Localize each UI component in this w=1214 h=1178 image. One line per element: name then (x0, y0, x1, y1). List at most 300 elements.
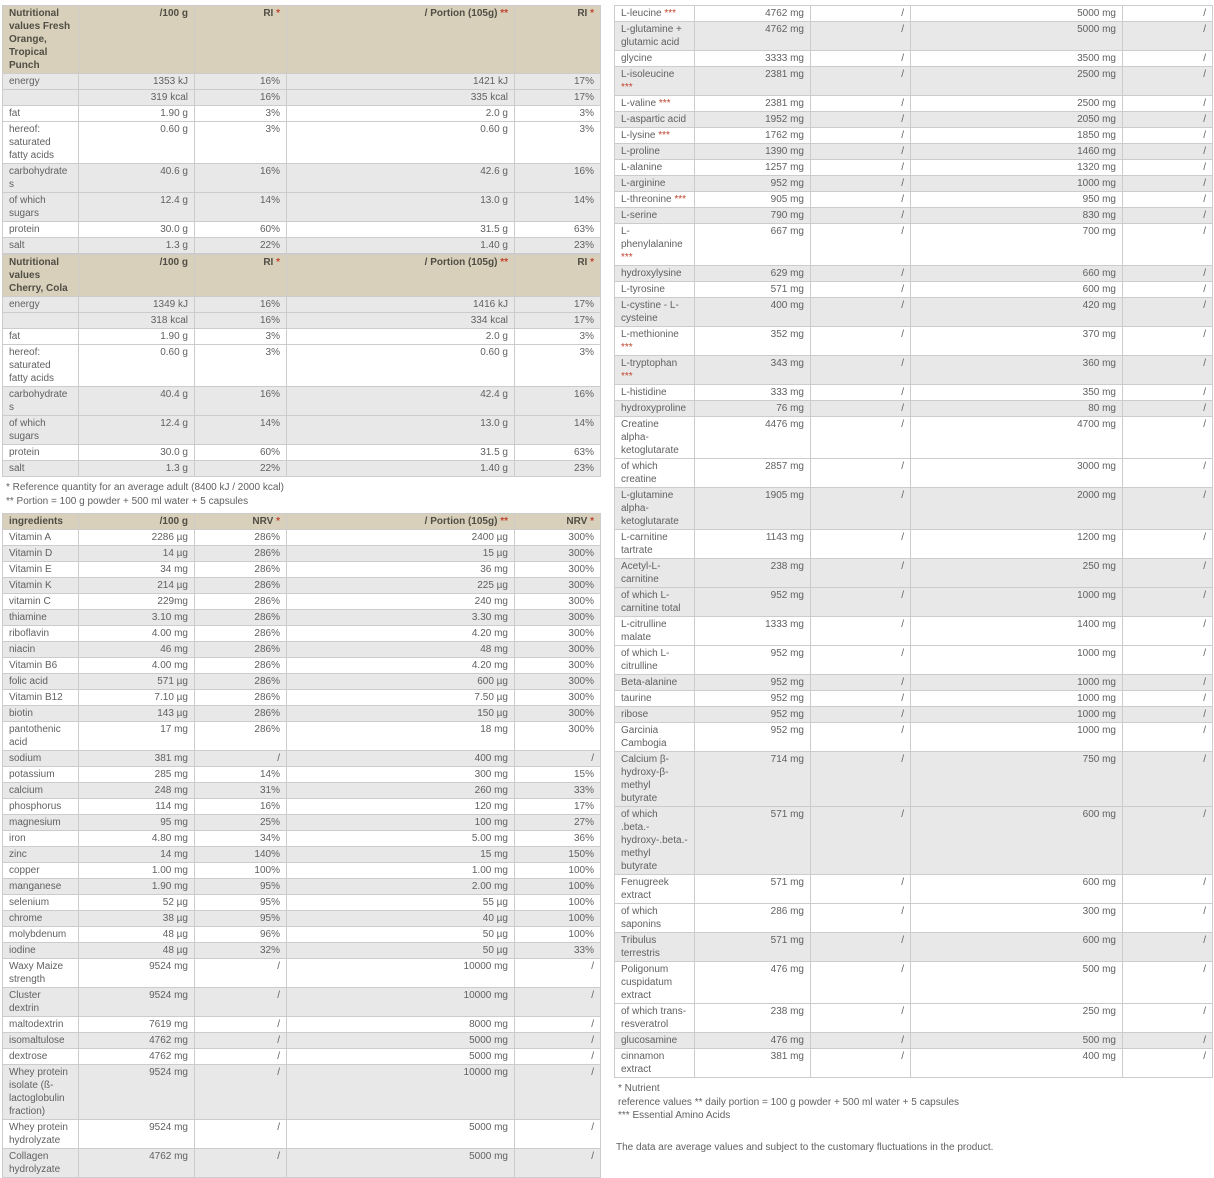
table-row (3, 863, 601, 879)
row-value: 0.60 g (287, 122, 515, 164)
row-value: / (1123, 904, 1213, 933)
row-value: 1.40 g (287, 238, 515, 254)
row-value: 2500 mg (911, 67, 1123, 96)
row-value: 286% (195, 642, 287, 658)
table-row (3, 690, 601, 706)
row-value: 9524 mg (79, 1065, 195, 1120)
row-value: / (811, 1033, 911, 1049)
row-value: 14 µg (79, 546, 195, 562)
row-label: L-cystine - L-cysteine (615, 298, 695, 327)
row-value: 1850 mg (911, 128, 1123, 144)
table-row (3, 90, 601, 106)
row-value: 31.5 g (287, 445, 515, 461)
row-value: 3% (195, 329, 287, 345)
row-value: 42.4 g (287, 387, 515, 416)
row-value: / (1123, 933, 1213, 962)
row-value: / (811, 617, 911, 646)
row-value: 286% (195, 610, 287, 626)
row-value: 95% (195, 895, 287, 911)
table-row (615, 1004, 1213, 1033)
row-value: / (1123, 707, 1213, 723)
row-value: 571 µg (79, 674, 195, 690)
row-label: molybdenum (3, 927, 79, 943)
row-value: 4762 mg (695, 6, 811, 22)
table-row (615, 208, 1213, 224)
row-value: / (1123, 588, 1213, 617)
row-value: / (1123, 723, 1213, 752)
row-value: 3% (195, 345, 287, 387)
row-value: 17% (515, 297, 601, 313)
row-value: 16% (515, 387, 601, 416)
row-label: protein (3, 445, 79, 461)
row-value: / (811, 488, 911, 530)
row-label: magnesium (3, 815, 79, 831)
row-label: salt (3, 461, 79, 477)
table-row (615, 530, 1213, 559)
row-value: 15 µg (287, 546, 515, 562)
table-row (615, 588, 1213, 617)
row-value: 1000 mg (911, 176, 1123, 192)
row-value: 286% (195, 706, 287, 722)
row-value: 952 mg (695, 691, 811, 707)
row-value: 16% (195, 74, 287, 90)
row-label: maltodextrin (3, 1017, 79, 1033)
row-label: L-leucine *** (615, 6, 695, 22)
row-value: 300% (515, 722, 601, 751)
row-value: 36% (515, 831, 601, 847)
row-value: / (811, 51, 911, 67)
row-label: Calcium β-hydroxy-β-methyl butyrate (615, 752, 695, 807)
row-value: / (1123, 752, 1213, 807)
right-column (614, 5, 1213, 1178)
table-title: ingredients (3, 514, 79, 530)
row-value: 14 mg (79, 847, 195, 863)
footnote-line: ** Portion = 100 g powder + 500 ml water + 5 capsules (6, 495, 249, 507)
left-column (2, 5, 601, 1178)
row-label: glycine (615, 51, 695, 67)
row-value: 571 mg (695, 933, 811, 962)
row-value: 790 mg (695, 208, 811, 224)
row-value: 1320 mg (911, 160, 1123, 176)
row-label: Fenugreek extract (615, 875, 695, 904)
row-value: 286% (195, 658, 287, 674)
row-value: 905 mg (695, 192, 811, 208)
row-value: / (811, 588, 911, 617)
row-value: 1460 mg (911, 144, 1123, 160)
column-header: / Portion (105g) ** (287, 6, 515, 74)
row-value: 1905 mg (695, 488, 811, 530)
table-row (615, 112, 1213, 128)
row-value: 300% (515, 626, 601, 642)
row-value: / (515, 988, 601, 1017)
row-value: 1000 mg (911, 675, 1123, 691)
table-row (3, 674, 601, 690)
row-value: / (811, 298, 911, 327)
row-value: 600 mg (911, 282, 1123, 298)
row-value: 1390 mg (695, 144, 811, 160)
row-label: biotin (3, 706, 79, 722)
amino-acids-table (614, 5, 1213, 1078)
row-value: 381 mg (79, 751, 195, 767)
row-label: selenium (3, 895, 79, 911)
row-value: / (1123, 417, 1213, 459)
row-value: / (1123, 282, 1213, 298)
row-value: 1952 mg (695, 112, 811, 128)
row-value: 15 mg (287, 847, 515, 863)
row-value: / (195, 1065, 287, 1120)
row-value: 5000 mg (911, 22, 1123, 51)
row-value: 4.00 mg (79, 658, 195, 674)
row-value: 34 mg (79, 562, 195, 578)
row-value: 250 mg (911, 1004, 1123, 1033)
row-value: 300% (515, 530, 601, 546)
row-value: 250 mg (911, 559, 1123, 588)
row-value: 1000 mg (911, 588, 1123, 617)
table-row (615, 646, 1213, 675)
row-label: cinnamon extract (615, 1049, 695, 1078)
row-value: / (1123, 224, 1213, 266)
table-title: Nutritional values Cherry, Cola (3, 255, 79, 297)
row-value: / (515, 1049, 601, 1065)
row-value: 1257 mg (695, 160, 811, 176)
table-row (615, 144, 1213, 160)
row-value: 120 mg (287, 799, 515, 815)
table-row (615, 962, 1213, 1004)
row-value: 1.3 g (79, 238, 195, 254)
row-value: / (1123, 488, 1213, 530)
row-value: / (811, 417, 911, 459)
row-value: 9524 mg (79, 1120, 195, 1149)
row-label: Beta-alanine (615, 675, 695, 691)
header-row (3, 514, 601, 530)
row-value: 40.6 g (79, 164, 195, 193)
row-value: 10000 mg (287, 959, 515, 988)
table-row (615, 298, 1213, 327)
row-value: 2381 mg (695, 96, 811, 112)
row-value: 143 µg (79, 706, 195, 722)
row-value: / (811, 1004, 911, 1033)
row-value: 63% (515, 222, 601, 238)
row-value: 100% (515, 927, 601, 943)
table-row (615, 904, 1213, 933)
reference-footnotes (2, 477, 601, 513)
table-row (3, 610, 601, 626)
footnote-marker: * (276, 8, 280, 19)
row-value: 13.0 g (287, 416, 515, 445)
row-value: 2400 µg (287, 530, 515, 546)
row-value: / (1123, 1033, 1213, 1049)
row-value: 476 mg (695, 1033, 811, 1049)
row-value: / (811, 807, 911, 875)
row-value: 5000 mg (911, 6, 1123, 22)
row-label: of which creatine (615, 459, 695, 488)
table-row (3, 297, 601, 313)
row-value: 660 mg (911, 266, 1123, 282)
row-value: / (811, 723, 911, 752)
row-label: L-threonine *** (615, 192, 695, 208)
table-row (615, 933, 1213, 962)
table-row (615, 356, 1213, 385)
row-value: 830 mg (911, 208, 1123, 224)
row-label: Cluster dextrin (3, 988, 79, 1017)
table-row (615, 807, 1213, 875)
row-value: / (811, 401, 911, 417)
row-value: 30.0 g (79, 445, 195, 461)
table-row (615, 559, 1213, 588)
row-value: / (1123, 96, 1213, 112)
row-value: 14% (515, 193, 601, 222)
row-label: Collagen hydrolyzate (3, 1149, 79, 1178)
row-value: / (811, 691, 911, 707)
row-value: 18 mg (287, 722, 515, 751)
row-value: / (1123, 112, 1213, 128)
row-value: / (1123, 459, 1213, 488)
row-value: 1416 kJ (287, 297, 515, 313)
row-value: / (195, 1017, 287, 1033)
table-row (615, 22, 1213, 51)
table-row (3, 313, 601, 329)
row-value: 286% (195, 722, 287, 751)
row-value: 48 mg (287, 642, 515, 658)
table-row (615, 723, 1213, 752)
row-value: 40.4 g (79, 387, 195, 416)
row-label: Tribulus terrestris (615, 933, 695, 962)
row-value: / (811, 160, 911, 176)
footnote-marker: *** (658, 98, 671, 109)
footnote-marker: * (276, 516, 280, 527)
table-row (615, 224, 1213, 266)
table-row (3, 895, 601, 911)
ingredients-table (2, 513, 601, 1178)
row-value: 300% (515, 690, 601, 706)
row-value: 38 µg (79, 911, 195, 927)
row-value: 1.00 mg (79, 863, 195, 879)
footnote-marker: ** (500, 8, 508, 19)
row-value: / (515, 1017, 601, 1033)
column-header: / Portion (105g) ** (287, 255, 515, 297)
row-value: 1353 kJ (79, 74, 195, 90)
row-value: 700 mg (911, 224, 1123, 266)
row-value: / (811, 559, 911, 588)
row-value: 4762 mg (79, 1149, 195, 1178)
row-label: L-phenylalanine *** (615, 224, 695, 266)
row-value: 420 mg (911, 298, 1123, 327)
row-value: 1.90 mg (79, 879, 195, 895)
row-label: ribose (615, 707, 695, 723)
row-label: energy (3, 297, 79, 313)
row-value: 63% (515, 445, 601, 461)
row-value: 50 µg (287, 927, 515, 943)
row-value: / (1123, 675, 1213, 691)
row-value: 600 µg (287, 674, 515, 690)
row-value: / (1123, 208, 1213, 224)
row-label: L-citrulline malate (615, 617, 695, 646)
row-value: / (811, 67, 911, 96)
row-value: 100 mg (287, 815, 515, 831)
row-value: 17% (515, 74, 601, 90)
row-value: 318 kcal (79, 313, 195, 329)
table-row (3, 445, 601, 461)
row-value: 48 µg (79, 927, 195, 943)
table-row (3, 1149, 601, 1178)
row-value: 31% (195, 783, 287, 799)
row-label: L-histidine (615, 385, 695, 401)
row-value: / (811, 128, 911, 144)
header-row (3, 6, 601, 74)
row-label: hydroxylysine (615, 266, 695, 282)
row-value: 300% (515, 546, 601, 562)
row-value: / (515, 1149, 601, 1178)
table-row (3, 799, 601, 815)
row-value: / (195, 1049, 287, 1065)
row-value: 300 mg (911, 904, 1123, 933)
table-row (3, 751, 601, 767)
row-value: 1.3 g (79, 461, 195, 477)
row-value: / (1123, 385, 1213, 401)
row-value: 95% (195, 879, 287, 895)
table-row (3, 329, 601, 345)
row-label: potassium (3, 767, 79, 783)
row-value: 13.0 g (287, 193, 515, 222)
row-value: 5.00 mg (287, 831, 515, 847)
row-value: 140% (195, 847, 287, 863)
table-row (3, 345, 601, 387)
row-value: 370 mg (911, 327, 1123, 356)
column-header: RI * (195, 255, 287, 297)
table-row (615, 128, 1213, 144)
table-row (3, 815, 601, 831)
row-value: 300% (515, 610, 601, 626)
row-label: vitamin C (3, 594, 79, 610)
row-label: thiamine (3, 610, 79, 626)
row-value: 3% (515, 345, 601, 387)
row-label: Acetyl-L-carnitine (615, 559, 695, 588)
row-label: energy (3, 74, 79, 90)
row-label: L-glutamine alpha-ketoglutarate (615, 488, 695, 530)
row-value: / (515, 959, 601, 988)
row-value: 5000 mg (287, 1049, 515, 1065)
row-value: 60% (195, 222, 287, 238)
row-value: / (811, 208, 911, 224)
row-label: salt (3, 238, 79, 254)
row-value: / (811, 933, 911, 962)
row-label: riboflavin (3, 626, 79, 642)
row-label: L-isoleucine *** (615, 67, 695, 96)
row-value: 286% (195, 578, 287, 594)
row-value: 42.6 g (287, 164, 515, 193)
row-value: 286% (195, 562, 287, 578)
row-value: 3% (195, 106, 287, 122)
row-label: pantothenic acid (3, 722, 79, 751)
column-header: RI * (515, 6, 601, 74)
column-header: /100 g (79, 514, 195, 530)
row-label: iodine (3, 943, 79, 959)
row-value: 0.60 g (79, 345, 195, 387)
row-value: 1421 kJ (287, 74, 515, 90)
table-row (3, 193, 601, 222)
row-label: manganese (3, 879, 79, 895)
row-label: Whey protein hydrolyzate (3, 1120, 79, 1149)
row-value: 100% (515, 863, 601, 879)
footnote-line: * Nutrient (618, 1083, 660, 1094)
row-label: L-aspartic acid (615, 112, 695, 128)
row-label: fat (3, 106, 79, 122)
table-row (615, 6, 1213, 22)
row-value: / (1123, 6, 1213, 22)
row-value: 76 mg (695, 401, 811, 417)
column-header: NRV * (195, 514, 287, 530)
row-value: 286% (195, 530, 287, 546)
row-label: iron (3, 831, 79, 847)
row-label: L-glutamine + glutamic acid (615, 22, 695, 51)
row-value: 1.00 mg (287, 863, 515, 879)
column-header: /100 g (79, 255, 195, 297)
row-value: 1000 mg (911, 646, 1123, 675)
row-value: 1349 kJ (79, 297, 195, 313)
row-value: 3000 mg (911, 459, 1123, 488)
row-value: 52 µg (79, 895, 195, 911)
table-row (3, 578, 601, 594)
row-value: / (1123, 144, 1213, 160)
row-value: / (811, 675, 911, 691)
table-row (3, 722, 601, 751)
footnote-line: * Reference quantity for an average adult (8400 kJ / 2000 kcal) (6, 482, 284, 493)
row-label: hereof: saturated fatty acids (3, 122, 79, 164)
row-value: 214 µg (79, 578, 195, 594)
footnote-marker: * (276, 257, 280, 268)
row-value: 7619 mg (79, 1017, 195, 1033)
row-value: 4.20 mg (287, 658, 515, 674)
row-value: 15% (515, 767, 601, 783)
row-value: / (811, 22, 911, 51)
row-value: 17% (515, 313, 601, 329)
table-row (615, 1049, 1213, 1078)
row-value: 2.0 g (287, 329, 515, 345)
row-label: L-serine (615, 208, 695, 224)
row-value: 286 mg (695, 904, 811, 933)
row-value: 17 mg (79, 722, 195, 751)
row-value: 16% (195, 313, 287, 329)
row-value: / (1123, 160, 1213, 176)
row-value: / (195, 959, 287, 988)
footnote-line: reference values ** daily portion = 100 g powder + 500 ml water + 5 capsules (618, 1096, 960, 1108)
row-value: 300% (515, 674, 601, 690)
row-value: / (1123, 530, 1213, 559)
row-value: 381 mg (695, 1049, 811, 1078)
row-value: 952 mg (695, 588, 811, 617)
table-row (615, 617, 1213, 646)
row-value: 95% (195, 911, 287, 927)
row-value: 16% (195, 387, 287, 416)
table-row (615, 691, 1213, 707)
row-value: / (1123, 67, 1213, 96)
row-value: 360 mg (911, 356, 1123, 385)
row-value: 17% (515, 799, 601, 815)
row-value: 7.10 µg (79, 690, 195, 706)
column-header: / Portion (105g) ** (287, 514, 515, 530)
table-row (615, 51, 1213, 67)
row-value: / (1123, 356, 1213, 385)
row-label: Vitamin E (3, 562, 79, 578)
row-value: 27% (515, 815, 601, 831)
row-value: 1762 mg (695, 128, 811, 144)
table-row (615, 459, 1213, 488)
row-value: 400 mg (911, 1049, 1123, 1078)
row-value: / (1123, 401, 1213, 417)
table-row (615, 401, 1213, 417)
row-value: 300 mg (287, 767, 515, 783)
footnote-marker: * (590, 516, 594, 527)
